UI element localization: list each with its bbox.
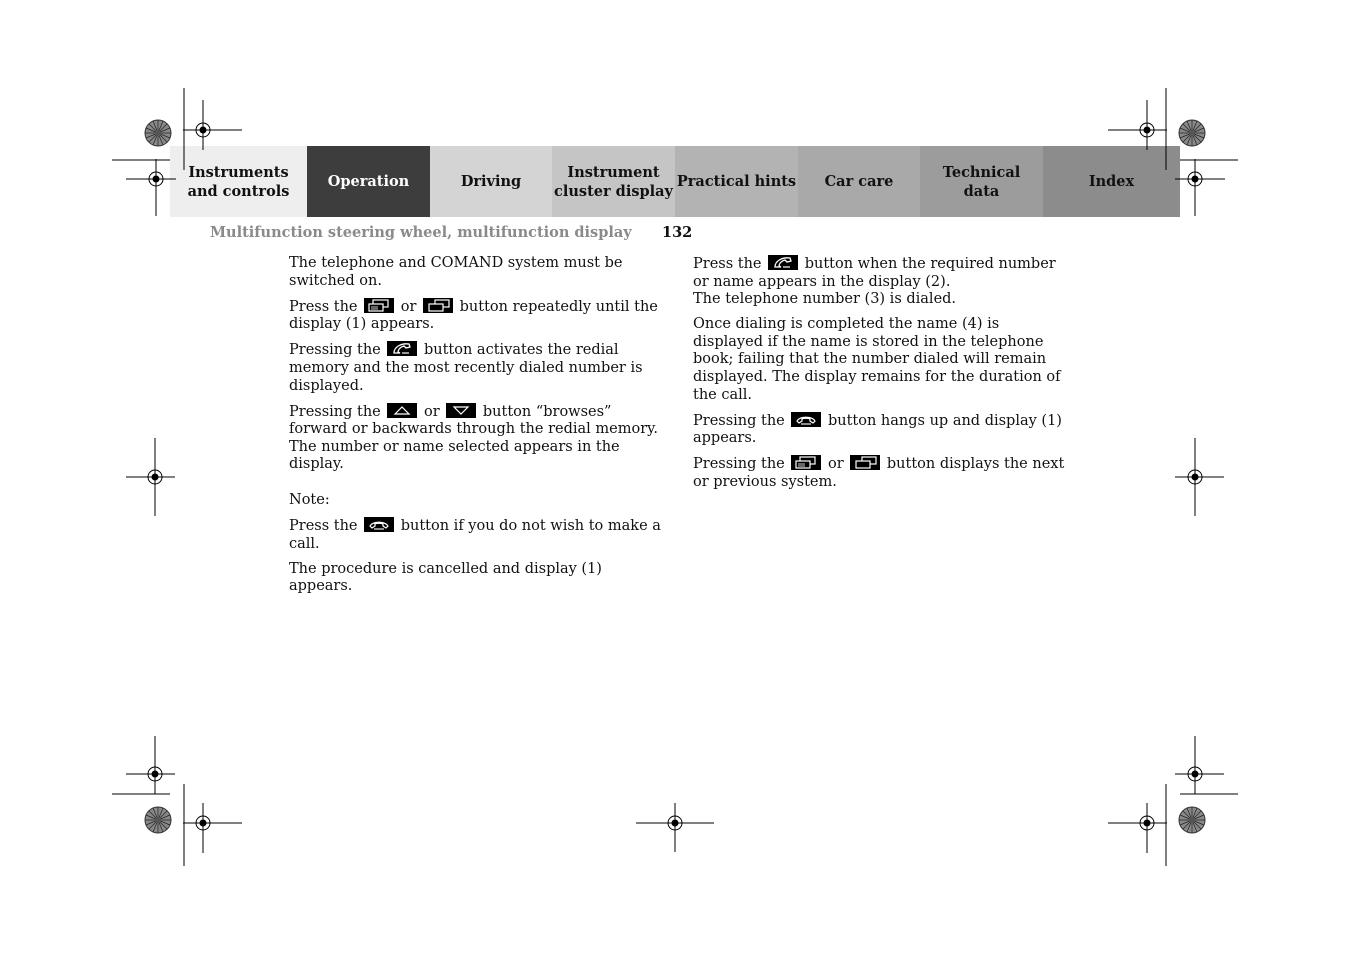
text: button hangs up and display (1) appears.: [693, 412, 1062, 447]
right-column: [693, 255, 1065, 499]
text: or: [827, 456, 844, 473]
text: Press the: [289, 518, 358, 535]
text: The telephone and COMAND system must be switched on.: [289, 255, 623, 289]
text: Press the: [289, 298, 358, 315]
paragraph: [289, 298, 661, 334]
text: button when the required number or name appears in the display (2).: [693, 256, 1056, 290]
system-next-icon: [364, 298, 394, 313]
system-prev-icon: [850, 455, 880, 470]
phone-pickup-icon: [768, 255, 798, 270]
tab-driving[interactable]: Driving: [430, 146, 552, 217]
text: button displays the next or previous system.: [693, 456, 1065, 491]
text: button “browses” forward or backwards through the redial memory. The number or name selected appears in the display.: [289, 403, 659, 473]
text: button activates the redial memory and the most recently dialed number is displayed.: [289, 342, 643, 394]
text: Once dialing is completed the name (4) is displayed if the name is stored in the telephone book; failing that the number dialed will remain displayed. The display remains for the duration of the call.: [693, 316, 1061, 403]
text: Pressing the: [289, 403, 381, 420]
paragraph: [289, 341, 661, 395]
paragraph: [693, 316, 1065, 404]
text: Press the: [693, 256, 762, 272]
text: Pressing the: [693, 412, 785, 429]
tab-operation[interactable]: Operation: [307, 146, 430, 217]
tab-index[interactable]: Index: [1043, 146, 1180, 217]
tab-instrument-cluster-display[interactable]: Instrument cluster display: [552, 146, 675, 217]
system-next-icon: [791, 455, 821, 470]
system-prev-icon: [423, 298, 453, 313]
arrow-up-icon: [387, 403, 417, 418]
registration-wheel-icon: [145, 120, 171, 146]
page-number: 132: [662, 224, 693, 241]
paragraph: [289, 403, 661, 474]
tab-technical-data[interactable]: Technical data: [920, 146, 1043, 217]
paragraph: [693, 455, 1065, 491]
phone-pickup-icon: [387, 341, 417, 356]
text: Pressing the: [693, 456, 785, 473]
text: Note:: [289, 492, 330, 509]
paragraph: [693, 412, 1065, 448]
left-column: [289, 255, 661, 604]
paragraph: [693, 255, 1065, 309]
text: or: [400, 298, 417, 315]
chapter-tab-bar: [170, 146, 1180, 217]
paragraph: [289, 255, 661, 290]
paragraph: [289, 561, 661, 596]
text: or: [423, 403, 440, 420]
text: button if you do not wish to make a call.: [289, 518, 661, 552]
registration-mark-icon: [183, 110, 223, 150]
arrow-down-icon: [446, 403, 476, 418]
phone-hangup-icon: [791, 412, 821, 427]
paragraph: [289, 517, 661, 553]
text: Pressing the: [289, 342, 381, 359]
phone-hangup-icon: [364, 517, 394, 532]
text: The procedure is cancelled and display (1) appears.: [289, 560, 602, 595]
text: The telephone number (3) is dialed.: [693, 291, 957, 308]
tab-instruments-and-controls[interactable]: Instruments and controls: [170, 146, 307, 217]
tab-practical-hints[interactable]: Practical hints: [675, 146, 798, 217]
section-title: Multifunction steering wheel, multifunction display: [210, 224, 632, 241]
tab-car-care[interactable]: Car care: [798, 146, 920, 217]
note-label: [289, 492, 661, 510]
text: button repeatedly until the display (1) appears.: [289, 298, 658, 333]
